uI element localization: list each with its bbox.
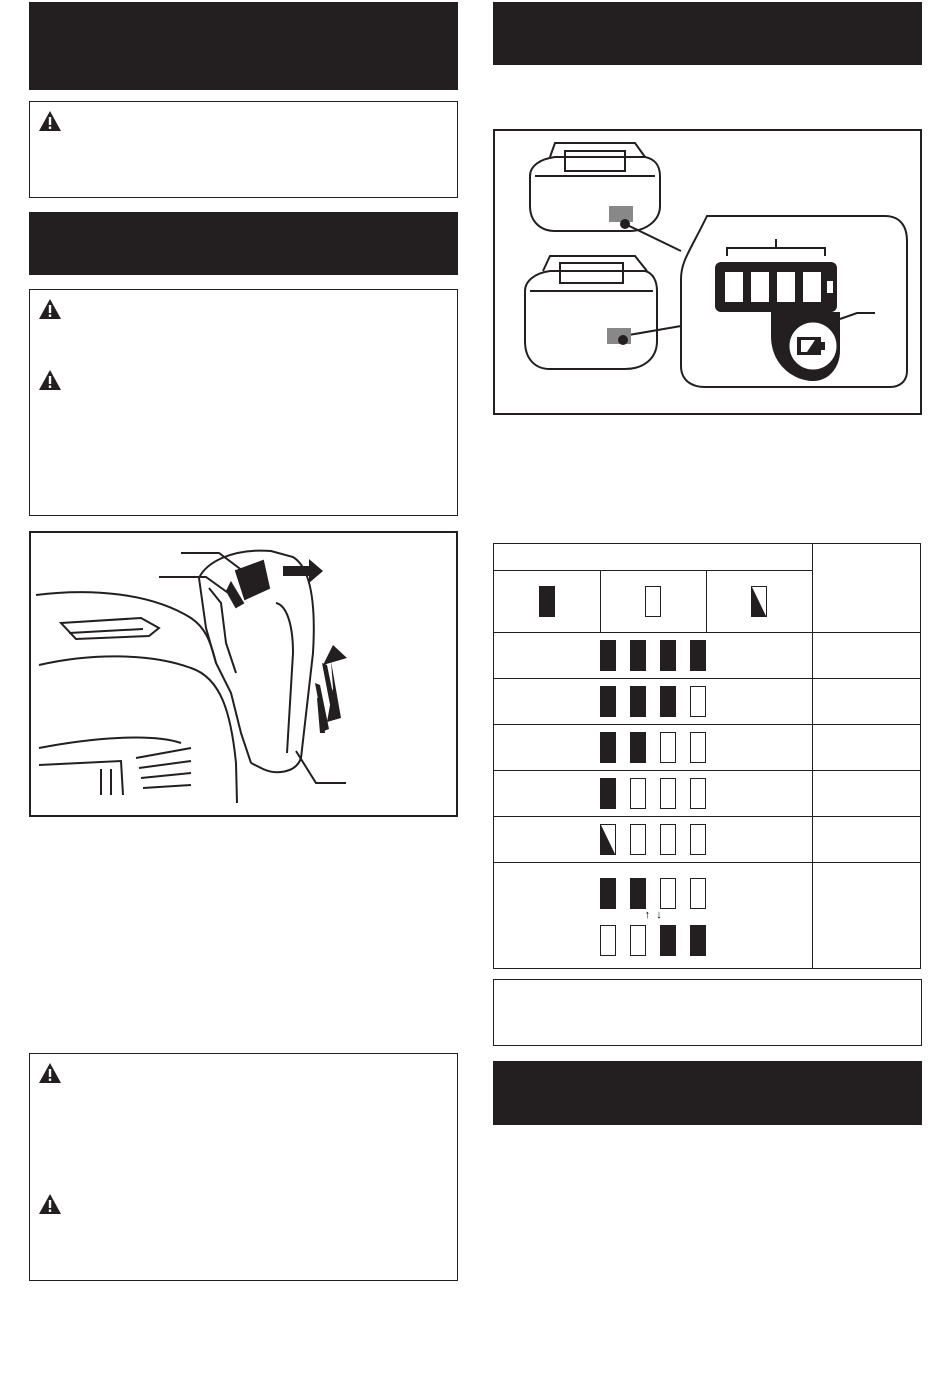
segment-off (690, 878, 706, 909)
capacity-cell-1 (813, 633, 921, 679)
segment-lit (600, 640, 616, 671)
warning-triangle-icon (38, 1193, 62, 1215)
indicator-table (493, 543, 921, 969)
note-box (493, 979, 922, 1046)
segment-lit (600, 732, 616, 763)
left-section-header-2 (29, 212, 458, 275)
segment-off (690, 778, 706, 809)
warning-box-1 (29, 101, 458, 198)
segment-off-icon (645, 586, 661, 617)
indicator-row-6 (494, 863, 813, 969)
segment-off (690, 824, 706, 855)
battery-cartridge-removal-illustration (31, 533, 456, 815)
segment-lit (660, 686, 676, 717)
capacity-cell-4 (813, 771, 921, 817)
battery-removal-figure (29, 531, 458, 817)
segment-lit (600, 778, 616, 809)
warning-triangle-icon (38, 1062, 62, 1084)
segment-lit (690, 925, 706, 956)
segment-lit (600, 878, 616, 909)
segment-off (660, 878, 676, 909)
indicator-row-4 (494, 771, 813, 817)
capacity-cell-6 (813, 863, 921, 969)
segment-off (690, 686, 706, 717)
legend-lighted (494, 571, 601, 633)
segment-off (660, 732, 676, 763)
capacity-cell-5 (813, 817, 921, 863)
segment-lit (630, 732, 646, 763)
segment-off (600, 925, 616, 956)
segment-blinking-icon (751, 586, 767, 617)
indicator-row-5 (494, 817, 813, 863)
warning-triangle-icon (38, 110, 62, 132)
segment-off (660, 778, 676, 809)
segment-off (630, 925, 646, 956)
segment-off (630, 824, 646, 855)
indicator-lamps-header (494, 544, 813, 571)
segment-lit (660, 640, 676, 671)
segment-off (660, 824, 676, 855)
indicator-row-2 (494, 679, 813, 725)
indicator-row-3 (494, 725, 813, 771)
legend-off (600, 571, 706, 633)
segment-lit (630, 878, 646, 909)
segment-off (690, 732, 706, 763)
capacity-cell-3 (813, 725, 921, 771)
warning-box-2 (29, 289, 458, 516)
left-section-header-1 (29, 2, 458, 90)
alternating-arrows-icon: ↑ ↓ (644, 908, 662, 921)
segment-lighted-icon (539, 586, 555, 617)
warning-box-3 (29, 1053, 458, 1281)
remaining-capacity-header (813, 544, 921, 633)
legend-blinking (706, 571, 813, 633)
warning-triangle-icon (38, 369, 62, 391)
right-section-header-2 (493, 1061, 922, 1125)
segment-lit (660, 925, 676, 956)
segment-lit (630, 640, 646, 671)
warning-triangle-icon (38, 298, 62, 320)
segment-off (630, 778, 646, 809)
segment-lit (600, 686, 616, 717)
right-section-header-1 (493, 2, 922, 65)
battery-indicator-figure (493, 129, 922, 415)
segment-lit (630, 686, 646, 717)
segment-lit (690, 640, 706, 671)
capacity-cell-2 (813, 679, 921, 725)
indicator-row-1 (494, 633, 813, 679)
battery-remaining-capacity-indicator-illustration (495, 131, 920, 413)
segment-blinking (600, 824, 616, 855)
